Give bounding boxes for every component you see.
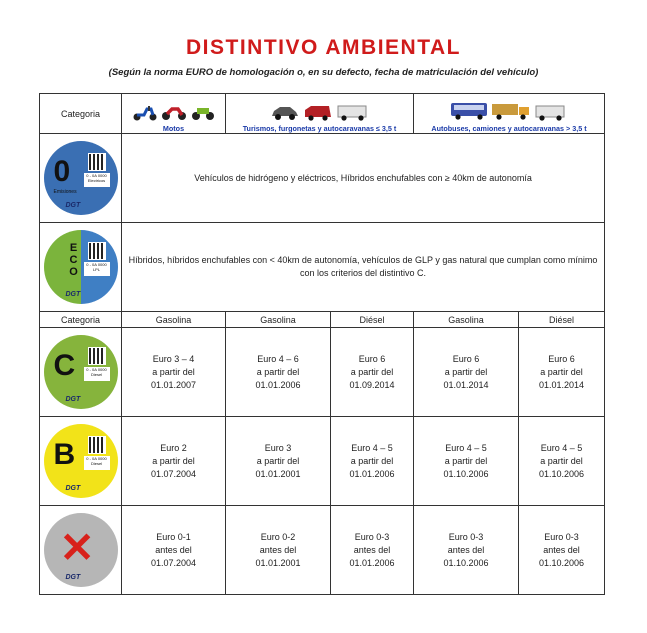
car-icon — [270, 103, 300, 121]
none-cell-2: Euro 0-2 antes del 01.01.2001 — [226, 506, 331, 595]
description-zero: Vehículos de hidrógeno y eléctricos, Híbridos enchufables con ≥ 40km de autonomía — [122, 134, 605, 223]
fuel-header-row — [40, 312, 605, 328]
c-cell-3: Euro 6 a partir del 01.09.2014 — [331, 328, 414, 417]
badge-cell-eco — [40, 223, 122, 312]
group-label-turismos: Turismos, furgonetas y autocaravanas ≤ 3,5 t — [242, 123, 397, 133]
none-cell-3: Euro 0-3 antes del 01.01.2006 — [331, 506, 414, 595]
group-label-autobuses: Autobuses, camiones y autocaravanas > 3,5 t — [431, 123, 587, 133]
b-cell-1: Euro 2 a partir del 01.07.2004 — [122, 417, 226, 506]
b-cell-5: Euro 4 – 5 a partir del 01.10.2006 — [519, 417, 605, 506]
qr-code-icon — [88, 436, 106, 454]
c-cell-4: Euro 6 a partir del 01.01.2014 — [414, 328, 519, 417]
badge-b-label: B — [53, 438, 76, 471]
b-cell-2: Euro 3 a partir del 01.01.2001 — [226, 417, 331, 506]
c-cell-5: Euro 6 a partir del 01.01.2014 — [519, 328, 605, 417]
qr-code-icon — [88, 347, 106, 365]
fuel-col-3: Diésel — [331, 312, 414, 328]
row-none — [40, 506, 605, 595]
none-cell-4: Euro 0-3 antes del 01.10.2006 — [414, 506, 519, 595]
badge-cell-c — [40, 328, 122, 417]
motorhome-icon — [336, 103, 370, 121]
motorhome-large-icon — [534, 103, 568, 121]
badge-c — [44, 335, 118, 409]
badge-cell-zero — [40, 134, 122, 223]
row-b — [40, 417, 605, 506]
badge-plate: 0 - 0A 0000 Diesel — [84, 367, 110, 381]
fuel-col-1: Gasolina — [122, 312, 226, 328]
badge-plate: 0 - 0A 0000 Electricos — [84, 173, 110, 187]
badge-plate: 0 - 0A 0000 LPL — [84, 262, 110, 276]
dgt-logo: DGT — [65, 574, 81, 581]
motorcycle-icon — [161, 103, 187, 121]
badge-zero — [44, 141, 118, 215]
row-zero — [40, 134, 605, 223]
subheader-categoria: Categoria — [40, 312, 122, 328]
van-icon — [303, 103, 333, 121]
page-title: DISTINTIVO AMBIENTAL — [186, 36, 461, 59]
b-cell-4: Euro 4 – 5 a partir del 01.10.2006 — [414, 417, 519, 506]
row-eco — [40, 223, 605, 312]
badge-c-label: C — [53, 349, 76, 382]
distintivo-table — [39, 93, 605, 595]
quad-icon — [190, 103, 216, 121]
none-cell-1: Euro 0-1 antes del 01.07.2004 — [122, 506, 226, 595]
badge-zero-label: 0 — [53, 155, 71, 188]
badge-sub: Emisiones — [53, 189, 77, 195]
badge-plate: 0 - 0A 0000 Diesel — [84, 456, 110, 470]
header-turismos — [226, 94, 414, 134]
fuel-col-4: Gasolina — [414, 312, 519, 328]
dgt-logo: DGT — [65, 202, 81, 209]
qr-code-icon — [88, 153, 106, 171]
header-motos — [122, 94, 226, 134]
row-c — [40, 328, 605, 417]
dgt-logo: DGT — [65, 485, 81, 492]
c-cell-1: Euro 3 – 4 a partir del 01.01.2007 — [122, 328, 226, 417]
dgt-logo: DGT — [65, 396, 81, 403]
header-autobuses — [414, 94, 605, 134]
truck-icon — [491, 101, 531, 121]
header-categoria: Categoria — [40, 94, 122, 134]
qr-code-icon — [88, 242, 106, 260]
scooter-icon — [132, 103, 158, 121]
badge-cell-b — [40, 417, 122, 506]
b-cell-3: Euro 4 – 5 a partir del 01.01.2006 — [331, 417, 414, 506]
badge-eco — [44, 230, 118, 304]
none-cell-5: Euro 0-3 antes del 01.10.2006 — [519, 506, 605, 595]
description-eco: Híbridos, híbridos enchufables con < 40km de autonomía, vehículos de GLP y gas natural que cumplan como mínimo con los criterios del distintivo C. — [122, 223, 605, 312]
badge-cell-none — [40, 506, 122, 595]
bus-icon — [450, 101, 488, 121]
dgt-logo: DGT — [65, 291, 81, 298]
fuel-col-2: Gasolina — [226, 312, 331, 328]
fuel-col-5: Diésel — [519, 312, 605, 328]
badge-b — [44, 424, 118, 498]
badge-none — [44, 513, 118, 587]
page-subtitle: (Según la norma EURO de homologación o, en su defecto, fecha de matriculación del vehículo) — [108, 67, 539, 78]
group-label-motos: Motos — [162, 123, 185, 133]
c-cell-2: Euro 4 – 6 a partir del 01.01.2006 — [226, 328, 331, 417]
cross-icon: ✕ — [59, 524, 95, 571]
badge-eco-label: ECO — [69, 242, 78, 278]
vehicle-header-row — [40, 94, 605, 134]
